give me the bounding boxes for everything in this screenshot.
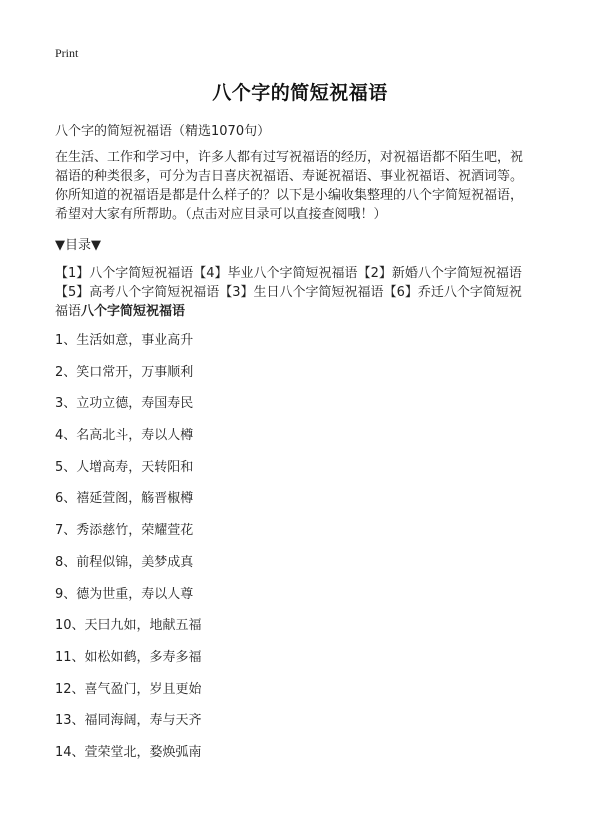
toc-line [55,283,550,302]
page-subtitle: 八个字的简短祝福语（精选1070句） [55,124,271,139]
intro-line: 你所知道的祝福语是都是什么样子的？以下是小编收集整理的八个字简短祝福语， [55,188,524,203]
toc-link-6-tail[interactable]: 福语 [55,304,82,319]
toc-link-2[interactable]: 【2】新婚八个字简短祝福语 [357,266,522,281]
list-item: 12、喜气盈门，岁且更始 [55,681,202,697]
intro-line: 在生活、工作和学习中，许多人都有过写祝福语的经历，对祝福语都不陌生吧，祝 [55,150,524,165]
toc-heading: ▼目录▼ [55,238,101,253]
table-of-contents [55,264,550,321]
list-item: 14、萱荣堂北，婺焕弧南 [55,744,202,760]
toc-link-6[interactable]: 【6】乔迁八个字简短祝 [383,285,522,300]
toc-line [55,264,550,283]
list-item: 7、秀添慈竹，荣耀萱花 [55,523,194,539]
intro-paragraph [55,148,550,224]
toc-link-3[interactable]: 【3】生日八个字简短祝福语 [219,285,384,300]
toc-link-1[interactable]: 【1】八个字简短祝福语 [55,266,194,281]
toc-line [55,302,550,321]
toc-link-4[interactable]: 【4】毕业八个字简短祝福语 [193,266,358,281]
list-item: 8、前程似锦，美梦成真 [55,554,194,570]
list-item: 10、天曰九如，地献五福 [55,618,202,634]
list-item: 1、生活如意，事业高升 [55,333,194,348]
blessing-list [55,332,202,776]
list-item: 4、名高北斗，寿以人樽 [55,428,194,444]
list-item: 2、笑口常开，万事顺利 [55,364,194,380]
list-item: 13、福同海阔，寿与天齐 [55,713,202,729]
list-item: 9、德为世重，寿以人尊 [55,586,194,602]
list-item: 5、人增高寿，天转阳和 [55,459,194,475]
page-title: 八个字的简短祝福语 [212,82,388,104]
toc-link-5[interactable]: 【5】高考八个字简短祝福语 [55,285,220,300]
section-heading: 八个字简短祝福语 [81,304,186,319]
intro-line: 希望对大家有所帮助。（点击对应目录可以直接查阅哦！） [55,207,387,222]
list-item: 6、禧延萱阁，觞晋椒樽 [55,491,194,507]
print-link[interactable]: Print [55,46,79,60]
intro-line: 福语的种类很多，可分为吉日喜庆祝福语、寿诞祝福语、事业祝福语、祝酒词等。 [55,169,524,184]
list-item: 11、如松如鹤，多寿多福 [55,649,202,665]
list-item: 3、立功立德，寿国寿民 [55,396,194,412]
